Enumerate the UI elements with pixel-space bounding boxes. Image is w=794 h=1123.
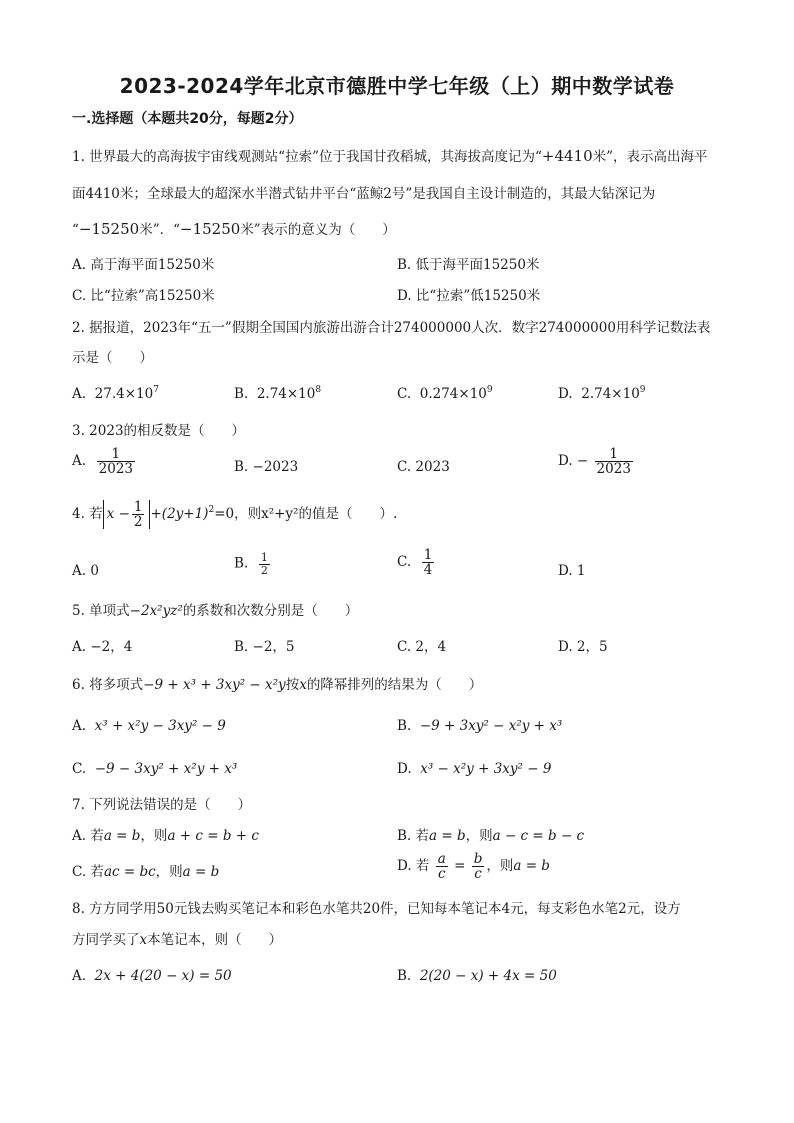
q2-c-base: 0.274×10 bbox=[419, 386, 487, 402]
q6-a-expr: x³ + x²y − 3xy² − 9 bbox=[94, 718, 226, 734]
q7-d-mid: ，则 bbox=[486, 858, 514, 875]
q7-d-d2: c bbox=[474, 866, 482, 883]
q2-d-base: 2.74×10 bbox=[581, 386, 640, 402]
q2-a-base: 27.4×10 bbox=[94, 386, 154, 402]
q6-d-label: D. bbox=[397, 761, 412, 777]
q6-stem bbox=[72, 675, 482, 695]
q4-stem bbox=[72, 500, 397, 529]
q7-stem: 7. 下列说法错误的是（ ） bbox=[72, 797, 252, 813]
q1-line-2: 面4410米；全球最大的超深水半潜式钻井平台“蓝鲸2号”是我国自主设计制造的，其最大钻深记为 bbox=[72, 186, 656, 202]
q7-d-n1: a bbox=[437, 851, 446, 867]
q2-line-1: 2. 据报道，2023年“五一”假期全国国内旅游出游合计274000000人次．数字274000000用科学记数法表 bbox=[72, 320, 711, 336]
q4-option-c bbox=[397, 548, 436, 577]
q5-pre: 5. 单项式 bbox=[72, 603, 130, 619]
q2-a-exp: 7 bbox=[153, 385, 159, 395]
q4-c-label: C. bbox=[397, 554, 412, 571]
q2-b-base: 2.74×10 bbox=[256, 386, 316, 402]
q7-c-cond: ac = bc bbox=[103, 864, 156, 880]
q4-abs-num: 1 bbox=[133, 499, 143, 515]
q4-mid: +(2y+1) bbox=[150, 506, 209, 523]
q5-option-b: B. −2，5 bbox=[234, 639, 295, 655]
q1-option-d: D. 比“拉索”低15250米 bbox=[397, 288, 541, 304]
q1-option-a: A. 高于海平面15250米 bbox=[72, 257, 215, 273]
q3-option-a bbox=[72, 447, 137, 476]
q4-abs-fraction bbox=[132, 500, 145, 529]
q6-option-d bbox=[397, 759, 551, 779]
q1-value-plus: +4410 bbox=[541, 147, 593, 165]
exam-title: 2023-2024学年北京市德胜中学七年级（上）期中数学试卷 bbox=[119, 74, 675, 98]
q6-b-expr: −9 + 3xy² − x²y + x³ bbox=[419, 718, 563, 734]
q4-option-d: D. 1 bbox=[558, 563, 586, 579]
q3-a-num: 1 bbox=[97, 447, 135, 462]
q7-c-mid: ，则 bbox=[155, 864, 183, 880]
q3-option-b: B. −2023 bbox=[234, 459, 299, 475]
q1-text-a: 1. 世界最大的高海拔宇宙线观测站“拉索”位于我国甘孜稻城，其海拔高度记为“ bbox=[72, 149, 542, 165]
q7-b-label: B. 若 bbox=[397, 828, 430, 844]
q6-var: x bbox=[299, 677, 307, 693]
q3-d-num: 1 bbox=[595, 447, 633, 462]
q4-b-fraction bbox=[259, 552, 270, 576]
q4-c-fraction bbox=[422, 548, 435, 577]
q3-a-label: A. bbox=[72, 453, 87, 470]
q6-expr: −9 + x³ + 3xy² − x²y bbox=[143, 677, 286, 693]
q7-d-eq: = bbox=[454, 858, 466, 875]
q4-b-num: 1 bbox=[260, 551, 268, 564]
q7-a-mid: ，则 bbox=[140, 828, 168, 844]
q7-b-cond: a = b bbox=[429, 828, 466, 844]
q3-stem: 3. 2023的相反数是（ ） bbox=[72, 423, 246, 439]
q1-quote-open: “ bbox=[72, 222, 79, 238]
q3-d-den: 2023 bbox=[596, 461, 631, 478]
q3-option-d bbox=[558, 447, 635, 476]
q2-line-2: 示是（ ） bbox=[72, 350, 153, 366]
q7-option-d bbox=[397, 852, 550, 881]
q4-abs-expr bbox=[103, 500, 151, 529]
q3-d-label: D. − bbox=[558, 453, 589, 470]
q5-post: 的系数和次数分别是（ ） bbox=[182, 603, 359, 619]
q5-option-a: A. −2，4 bbox=[72, 639, 133, 655]
q6-option-a bbox=[72, 716, 226, 736]
q8-text-a: 方同学买了 bbox=[72, 932, 140, 948]
q4-option-a: A. 0 bbox=[72, 563, 99, 579]
q4-b-label: B. bbox=[234, 555, 249, 572]
q6-option-b bbox=[397, 716, 562, 736]
q7-d-result: a = b bbox=[513, 858, 550, 875]
q7-a-result: a + c = b + c bbox=[167, 828, 259, 844]
q2-c-exp: 9 bbox=[486, 385, 493, 395]
q7-b-result: a − c = b − c bbox=[492, 828, 585, 844]
q6-a-label: A. bbox=[72, 718, 87, 734]
q2-d-label: D. bbox=[558, 386, 573, 402]
q4-post: =0，则x²+y²的值是（ ）. bbox=[214, 506, 398, 523]
q1-text-b: 米”，表示高出海平 bbox=[592, 149, 708, 165]
q7-b-mid: ，则 bbox=[465, 828, 493, 844]
q3-d-fraction bbox=[595, 447, 633, 476]
q7-a-cond: a = b bbox=[103, 828, 141, 844]
q1-text-c: 米”．“ bbox=[139, 222, 181, 238]
q2-option-b bbox=[234, 384, 321, 404]
q5-option-d: D. 2，5 bbox=[558, 639, 608, 655]
section-heading: 一.选择题（本题共20分，每题2分） bbox=[72, 111, 303, 127]
q6-d-expr: x³ − x²y + 3xy² − 9 bbox=[420, 761, 552, 777]
q4-abs-den: 2 bbox=[133, 514, 143, 531]
q8-var: x bbox=[139, 932, 148, 948]
q3-a-den: 2023 bbox=[98, 461, 133, 478]
q8-text-b: 本笔记本，则（ ） bbox=[147, 932, 283, 948]
q7-d-label: D. 若 bbox=[397, 858, 430, 875]
q8-a-label: A. bbox=[72, 968, 87, 984]
q2-c-label: C. bbox=[397, 386, 412, 402]
q3-option-c: C. 2023 bbox=[397, 459, 450, 475]
q3-a-fraction bbox=[97, 447, 135, 476]
q7-d-frac-2 bbox=[472, 852, 485, 881]
q8-option-a bbox=[72, 966, 232, 986]
q8-option-b bbox=[397, 966, 557, 986]
q4-c-num: 1 bbox=[423, 547, 433, 563]
q6-mid: 按 bbox=[285, 677, 300, 693]
q8-b-expr: 2(20 − x) + 4x = 50 bbox=[419, 968, 557, 984]
q2-d-exp: 9 bbox=[639, 385, 646, 395]
q8-b-label: B. bbox=[397, 968, 412, 984]
q2-option-d bbox=[558, 384, 646, 404]
q4-exp: 2 bbox=[208, 505, 215, 516]
q7-c-result: a = b bbox=[182, 864, 220, 880]
q8-line-2 bbox=[72, 930, 282, 950]
q7-option-a bbox=[72, 826, 259, 846]
q5-expr: −2x²yz² bbox=[129, 603, 183, 619]
q1-value-minus-2: −15250 bbox=[180, 220, 241, 238]
q6-c-label: C. bbox=[72, 761, 87, 777]
q5-stem bbox=[72, 601, 358, 621]
q2-a-label: A. bbox=[72, 386, 87, 402]
q1-line-1 bbox=[72, 146, 708, 167]
q6-b-label: B. bbox=[397, 718, 412, 734]
q6-c-expr: −9 − 3xy² + x²y + x³ bbox=[94, 761, 238, 777]
q4-b-den: 2 bbox=[260, 563, 268, 577]
q8-line-1: 8. 方方同学用50元钱去购买笔记本和彩色水笔共20件，已知每本笔记本4元，每支彩色水笔2元，设方 bbox=[72, 901, 681, 917]
q4-pre: 4. 若 bbox=[72, 506, 103, 523]
q7-a-label: A. 若 bbox=[72, 828, 104, 844]
q7-c-label: C. 若 bbox=[72, 864, 104, 880]
q2-option-a bbox=[72, 384, 159, 404]
q7-d-frac-1 bbox=[436, 852, 448, 881]
q7-option-b bbox=[397, 826, 584, 846]
q1-value-minus: −15250 bbox=[78, 220, 140, 238]
q2-option-c bbox=[397, 384, 493, 404]
q1-option-c: C. 比“拉索”高15250米 bbox=[72, 288, 215, 304]
q1-line-3 bbox=[72, 219, 396, 240]
q2-b-exp: 8 bbox=[315, 385, 322, 395]
q6-option-c bbox=[72, 759, 237, 779]
q8-a-expr: 2x + 4(20 − x) = 50 bbox=[94, 968, 232, 984]
q6-post: 的降幂排列的结果为（ ） bbox=[306, 677, 483, 693]
q7-option-c bbox=[72, 862, 219, 882]
q4-abs-x: x − bbox=[106, 506, 130, 523]
q1-text-d: 米”表示的意义为（ ） bbox=[240, 222, 396, 238]
q2-b-label: B. bbox=[234, 386, 249, 402]
q7-d-d1: c bbox=[437, 866, 446, 883]
q6-pre: 6. 将多项式 bbox=[72, 677, 144, 693]
q7-d-n2: b bbox=[473, 851, 483, 867]
q5-option-c: C. 2，4 bbox=[397, 639, 447, 655]
q1-option-b: B. 低于海平面15250米 bbox=[397, 257, 540, 273]
q4-c-den: 4 bbox=[423, 562, 433, 579]
q4-option-b bbox=[234, 552, 272, 576]
